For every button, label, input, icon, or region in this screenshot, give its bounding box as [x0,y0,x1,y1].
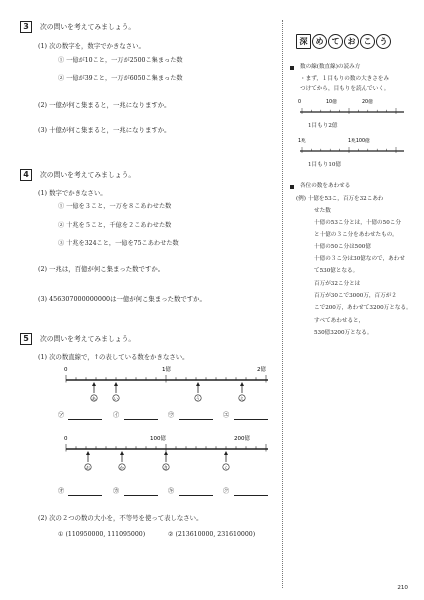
q3-part1-item-1: ① 一億が10こと，一万が2500こ集まった数 [58,57,183,64]
fukameteokou-title [296,34,391,49]
side-line1-label-0: 0 [298,100,302,105]
q3-part1: (1) 次の数字を，数字でかきなさい。 [38,42,145,50]
title-char-5: こ [360,34,375,49]
number-line-1 [58,363,278,405]
arrow-head [240,382,244,386]
answer-ki-blank[interactable] [179,495,213,496]
arrow-head [114,382,118,386]
arrow-head [224,451,228,455]
answer-e-blank[interactable] [234,419,268,420]
side-example-line-9: 百万が30こで3000万，百万が２ [314,293,397,299]
question-number-3: 3 [20,21,32,33]
q5-part2-item-2: ② (213610000, 231610000) [168,531,256,538]
answer-ka-label: ㋕ [113,488,120,495]
question-5-heading: 次の問いを考えてみましょう。 [40,335,136,343]
q4-part3: (3) 456307000000000は一億が何こ集まった数ですか。 [38,295,206,303]
line2-tick-1: 100億 [150,436,166,442]
side-example-line-5: 十億の50こ分は500億 [314,244,371,250]
bullet-square-2 [290,185,294,189]
arrow-head [196,382,200,386]
q4-part1: (1) 数字でかきなさい。 [38,189,107,197]
title-char-3: て [328,34,343,49]
question-4-heading: 次の問いを考えてみましょう。 [40,171,136,179]
arrow-head [120,451,124,455]
answer-ki-label: ㋖ [168,488,175,495]
side-number-line-2 [296,136,408,158]
side-example-line-11: すべてあわせると， [314,318,365,324]
arrow-label: え [239,396,245,401]
side-example-line-6: 十億の３こ分は30億なので，あわせ [314,256,405,262]
side-line1-caption: 1目もり2億 [308,123,338,129]
answer-e-label: ㋓ [223,412,230,419]
side-example-line-12: 530億3200万となる。 [314,330,373,336]
title-char-2: め [312,34,327,49]
arrow-label: う [195,396,201,401]
q3-part2: (2) 一億が何こ集まると，一兆になりますか。 [38,101,171,109]
arrow-label: く [223,465,229,470]
arrow-label: き [163,465,169,470]
number-line-2 [58,432,278,474]
q4-part1-item-1: ① 一億を３こと，一万を８こあわせた数 [58,203,172,210]
side-example-line-10: こで200万，あわせて3200万となる。 [314,305,412,311]
question-number-5: 5 [20,333,32,345]
arrow-label: お [85,465,91,470]
arrow-head [164,451,168,455]
title-char-4: お [344,34,359,49]
q5-part2-item-1: ① (110950000, 111095000) [58,531,146,538]
answer-a-blank[interactable] [68,419,102,420]
answer-i-label: ㋑ [113,412,120,419]
answer-o-blank[interactable] [68,495,102,496]
arrow-label: い [113,396,119,401]
answer-ku-blank[interactable] [234,495,268,496]
side-section-1-text-2: つけてから，目もりを読んでいく。 [300,86,390,92]
title-char-6: う [376,34,391,49]
title-char-1: 深 [296,34,311,49]
side-example-line-3: 十億の53こ分とは，十億の50こ分 [314,220,401,226]
side-example-line-7: て530億となる。 [314,268,359,274]
side-line1-label-1: 10億 [326,100,337,105]
answer-a-label: ㋐ [58,412,65,419]
arrow-label: か [119,465,125,470]
q4-part1-item-2: ② 十兆を５こと，千億を２こあわせた数 [58,222,172,229]
q4-part2: (2) 一兆は，百億が何こ集まった数ですか。 [38,265,165,273]
line2-tick-2: 200億 [234,436,250,442]
line1-tick-1: 1億 [162,367,171,373]
side-line2-caption: 1目もり10億 [308,162,342,168]
q5-part1: (1) 次の数直線で，↑の表している数をかきなさい。 [38,353,189,361]
column-divider [282,20,283,588]
answer-i-blank[interactable] [124,419,158,420]
answer-u-label: ㋒ [168,412,175,419]
side-example-line-8: 百万が32こ分とは [314,281,361,287]
line1-tick-2: 2億 [257,367,266,373]
side-section-2-heading: 各位の数をあわせる [300,183,351,189]
q4-part1-item-3: ③ 十兆を324こと，一億を75こあわせた数 [58,240,179,247]
side-number-line-1 [296,97,408,119]
bullet-square-1 [290,66,294,70]
question-number-4: 4 [20,169,32,181]
question-3-heading: 次の問いを考えてみましょう。 [40,23,136,31]
arrow-head [92,382,96,386]
answer-u-blank[interactable] [179,419,213,420]
page-number: 210 [397,585,408,592]
side-section-1-heading: 数の線(数直線)の読み方 [300,64,361,70]
answer-ku-label: ㋗ [223,488,230,495]
line1-tick-0: 0 [64,367,68,373]
q5-part2: (2) 次の２つの数の大小を，不等号を使って表しなさい。 [38,514,203,522]
side-section-1-text-1: ・まず，１目もりの数の大きさをみ [300,76,390,82]
side-example-line-2: せた数 [314,208,331,214]
side-line1-label-2: 20億 [362,100,373,105]
answer-o-label: ㋔ [58,488,65,495]
q3-part1-item-2: ② 一億が39こと，一万が6050こ集まった数 [58,75,183,82]
side-example-line-4: と十億の３こ分をあわせたもの。 [314,232,398,238]
q3-part3: (3) 十億が何こ集まると，一兆になりますか。 [38,126,171,134]
side-line2-label-0: 1兆 [298,139,306,144]
side-line2-label-1: 1兆100億 [348,139,370,144]
side-example-line-1: (例) 十億を53こ，百万を32こあわ [296,196,384,202]
line2-tick-0: 0 [64,436,68,442]
arrow-head [86,451,90,455]
arrow-label: あ [91,396,97,401]
answer-ka-blank[interactable] [124,495,158,496]
